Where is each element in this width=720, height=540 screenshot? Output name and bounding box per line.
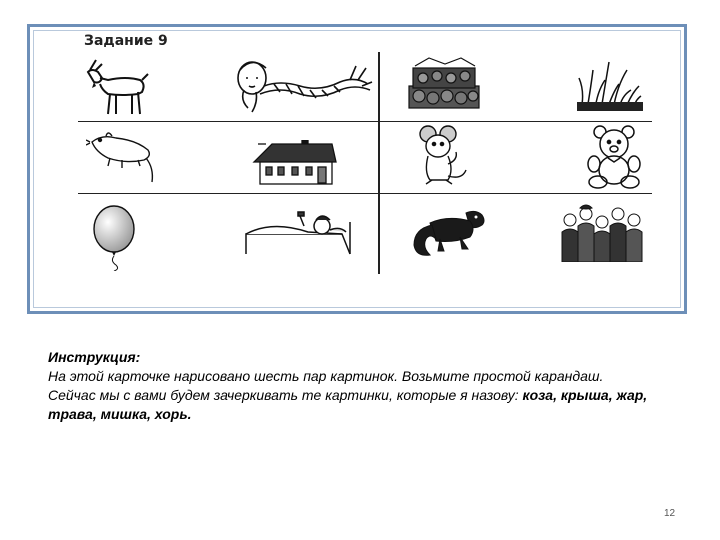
balloon-icon: [90, 203, 140, 271]
ferret-icon: [410, 205, 492, 261]
instruction-block: [48, 348, 648, 424]
children-group-icon: [556, 200, 644, 262]
house-roof-icon: [252, 140, 338, 186]
instruction-heading: Инструкция:: [48, 349, 141, 365]
mouse-icon: [414, 124, 470, 188]
braid-icon: [230, 56, 375, 118]
sick-child-in-bed-icon: [242, 210, 354, 256]
rat-icon: [86, 128, 162, 186]
instruction-text: [48, 367, 648, 424]
page-number: 12: [664, 508, 676, 519]
teddy-bear-icon: [582, 124, 646, 190]
firewood-icon: [405, 56, 483, 112]
goat-icon: [82, 56, 152, 118]
instruction-body: На этой карточке нарисовано шесть пар картинок. Возьмите простой карандаш. Сейчас мы с вами будем зачеркивать те картинки, которые я назову:: [48, 368, 604, 403]
grid-divider: [378, 52, 380, 274]
grass-icon: [575, 56, 645, 112]
task-title: Задание 9: [84, 33, 168, 49]
grid-line-1: [78, 121, 652, 122]
instruction-words: коза, крыша, жар, трава, мишка, хорь.: [48, 387, 648, 422]
grid-line-2: [78, 193, 652, 194]
